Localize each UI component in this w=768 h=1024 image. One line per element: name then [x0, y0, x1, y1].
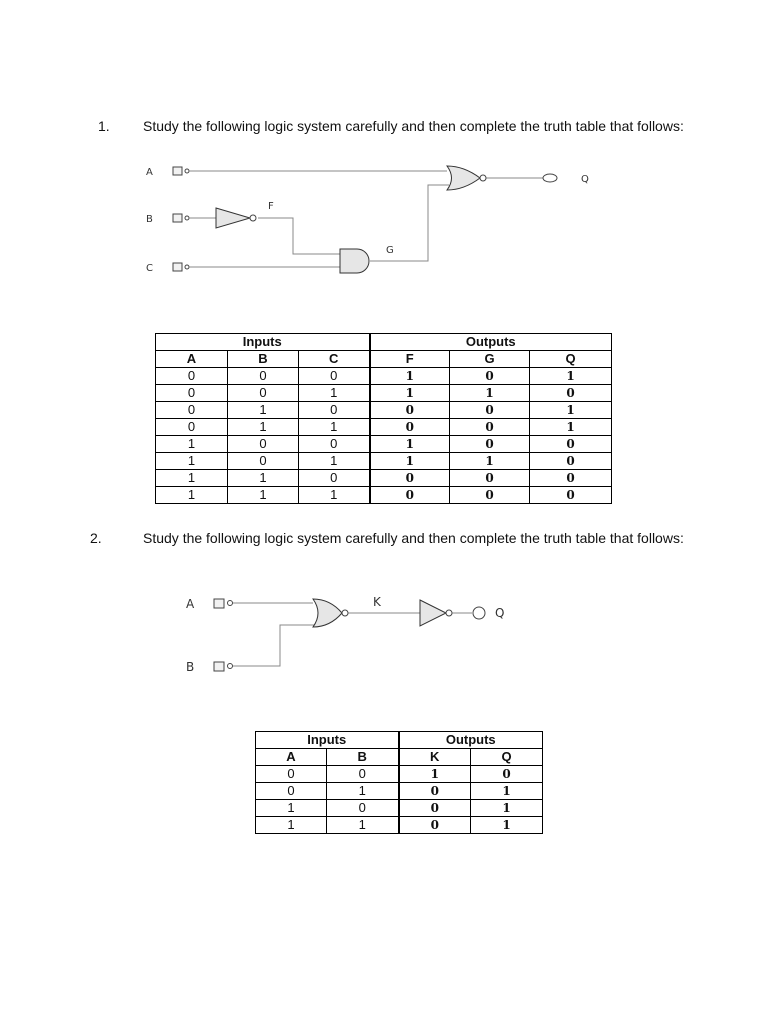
- q1-cell-q: 0: [530, 487, 612, 504]
- q1-cell-f: 1: [370, 453, 450, 470]
- q2-table-row: [256, 817, 543, 834]
- q1-table-row: [156, 385, 612, 402]
- q1-cell-g: 1: [450, 385, 530, 402]
- q2-cell-k: 0: [399, 800, 471, 817]
- q1-cell-q: 0: [530, 385, 612, 402]
- q1-cell-f: 1: [370, 368, 450, 385]
- q1-col-b: B: [228, 351, 299, 368]
- q2-output-indicator: [473, 607, 485, 619]
- q1-cell-b: 1: [228, 419, 299, 436]
- q1-cell-a: 0: [156, 419, 228, 436]
- q2-cell-a: 0: [256, 783, 327, 800]
- q1-cell-b: 0: [228, 453, 299, 470]
- q1-cell-f: 0: [370, 470, 450, 487]
- q2-cell-q: 1: [471, 817, 543, 834]
- q1-cell-c: 1: [299, 385, 370, 402]
- q1-cell-b: 1: [228, 487, 299, 504]
- q1-cell-g: 0: [450, 487, 530, 504]
- q2-table-row: [256, 766, 543, 783]
- q1-cell-q: 0: [530, 436, 612, 453]
- q1-output-indicator: [543, 174, 557, 182]
- q1-cell-c: 0: [299, 436, 370, 453]
- q2-number: 2.: [90, 530, 102, 546]
- q2-cell-b: 0: [327, 800, 399, 817]
- q2-label-a: A: [186, 597, 195, 611]
- q2-cell-b: 1: [327, 783, 399, 800]
- q1-cell-a: 1: [156, 470, 228, 487]
- q2-circuit-diagram: [0, 585, 768, 685]
- q2-col-a: A: [256, 749, 327, 766]
- q1-circuit-diagram: [0, 150, 768, 290]
- q1-cell-b: 1: [228, 402, 299, 419]
- q1-label-b: B: [146, 214, 153, 225]
- q1-table-row: [156, 419, 612, 436]
- q1-cell-g: 0: [450, 402, 530, 419]
- q2-cell-b: 1: [327, 817, 399, 834]
- q1-cell-c: 0: [299, 470, 370, 487]
- q1-cell-g: 0: [450, 470, 530, 487]
- q2-table-row: [256, 783, 543, 800]
- q1-cell-q: 1: [530, 368, 612, 385]
- q1-cell-f: 0: [370, 419, 450, 436]
- q2-cell-k: 0: [399, 817, 471, 834]
- q1-table-row: [156, 470, 612, 487]
- q1-and-gate: [340, 249, 369, 273]
- q1-cell-g: 0: [450, 436, 530, 453]
- q1-cell-b: 0: [228, 436, 299, 453]
- q1-label-c: C: [146, 263, 153, 274]
- q2-cell-a: 1: [256, 800, 327, 817]
- q1-number: 1.: [98, 118, 110, 134]
- q2-outputs-header: Outputs: [399, 732, 543, 749]
- q1-cell-b: 0: [228, 368, 299, 385]
- q2-cell-a: 0: [256, 766, 327, 783]
- q1-input-pin-a: [173, 167, 182, 175]
- q1-col-q: Q: [530, 351, 612, 368]
- q2-input-pin-a: [214, 599, 224, 608]
- q2-cell-k: 0: [399, 783, 471, 800]
- q1-cell-f: 1: [370, 385, 450, 402]
- q1-outputs-header: Outputs: [370, 334, 612, 351]
- q2-label-k: K: [373, 595, 381, 609]
- q1-cell-q: 1: [530, 402, 612, 419]
- q1-cell-a: 1: [156, 436, 228, 453]
- q1-cell-g: 0: [450, 419, 530, 436]
- q1-cell-c: 1: [299, 487, 370, 504]
- q2-cell-a: 1: [256, 817, 327, 834]
- q2-cell-b: 0: [327, 766, 399, 783]
- q2-cell-q: 1: [471, 800, 543, 817]
- q1-cell-f: 1: [370, 436, 450, 453]
- q1-cell-c: 1: [299, 419, 370, 436]
- q2-not-gate: [420, 600, 446, 626]
- q1-table-row: [156, 487, 612, 504]
- q1-cell-q: 0: [530, 470, 612, 487]
- q1-input-pin-b: [173, 214, 182, 222]
- q1-label-q: Q: [581, 174, 589, 185]
- q2-col-q: Q: [471, 749, 543, 766]
- q2-col-k: K: [399, 749, 471, 766]
- q1-cell-c: 0: [299, 368, 370, 385]
- q2-cell-q: 1: [471, 783, 543, 800]
- q1-cell-q: 1: [530, 419, 612, 436]
- q1-col-g: G: [450, 351, 530, 368]
- q2-col-b: B: [327, 749, 399, 766]
- q2-table-row: [256, 800, 543, 817]
- q1-cell-f: 0: [370, 487, 450, 504]
- q1-input-pin-c: [173, 263, 182, 271]
- q1-label-f: F: [268, 201, 274, 212]
- q1-cell-a: 0: [156, 385, 228, 402]
- q2-cell-q: 0: [471, 766, 543, 783]
- q1-cell-c: 1: [299, 453, 370, 470]
- q2-instruction: Study the following logic system carefully and then complete the truth table that follows:: [143, 530, 684, 546]
- q1-nor-gate: [447, 166, 480, 190]
- q2-label-b: B: [186, 660, 195, 674]
- q1-inputs-header: Inputs: [156, 334, 370, 351]
- q1-cell-g: 0: [450, 368, 530, 385]
- q1-col-f: F: [370, 351, 450, 368]
- q1-col-c: C: [299, 351, 370, 368]
- q1-table-row: [156, 436, 612, 453]
- q1-cell-b: 0: [228, 385, 299, 402]
- q2-cell-k: 1: [399, 766, 471, 783]
- q1-cell-q: 0: [530, 453, 612, 470]
- q1-label-a: A: [146, 167, 153, 178]
- q1-table-row: [156, 453, 612, 470]
- q1-cell-f: 0: [370, 402, 450, 419]
- q1-cell-g: 1: [450, 453, 530, 470]
- q1-cell-a: 0: [156, 368, 228, 385]
- q1-cell-a: 1: [156, 487, 228, 504]
- q1-cell-a: 1: [156, 453, 228, 470]
- q1-instruction: Study the following logic system carefully and then complete the truth table that follows:: [143, 118, 684, 134]
- q1-cell-b: 1: [228, 470, 299, 487]
- q2-truth-table: [255, 731, 543, 834]
- q2-label-q: Q: [495, 606, 505, 620]
- q1-col-a: A: [156, 351, 228, 368]
- q1-cell-a: 0: [156, 402, 228, 419]
- q2-input-pin-b: [214, 662, 224, 671]
- q1-not-gate: [216, 208, 250, 228]
- q2-inputs-header: Inputs: [256, 732, 399, 749]
- q2-nor-gate: [313, 599, 342, 627]
- q1-table-row: [156, 402, 612, 419]
- q1-truth-table: [155, 333, 612, 504]
- q1-label-g: G: [386, 245, 394, 256]
- q1-cell-c: 0: [299, 402, 370, 419]
- q1-table-row: [156, 368, 612, 385]
